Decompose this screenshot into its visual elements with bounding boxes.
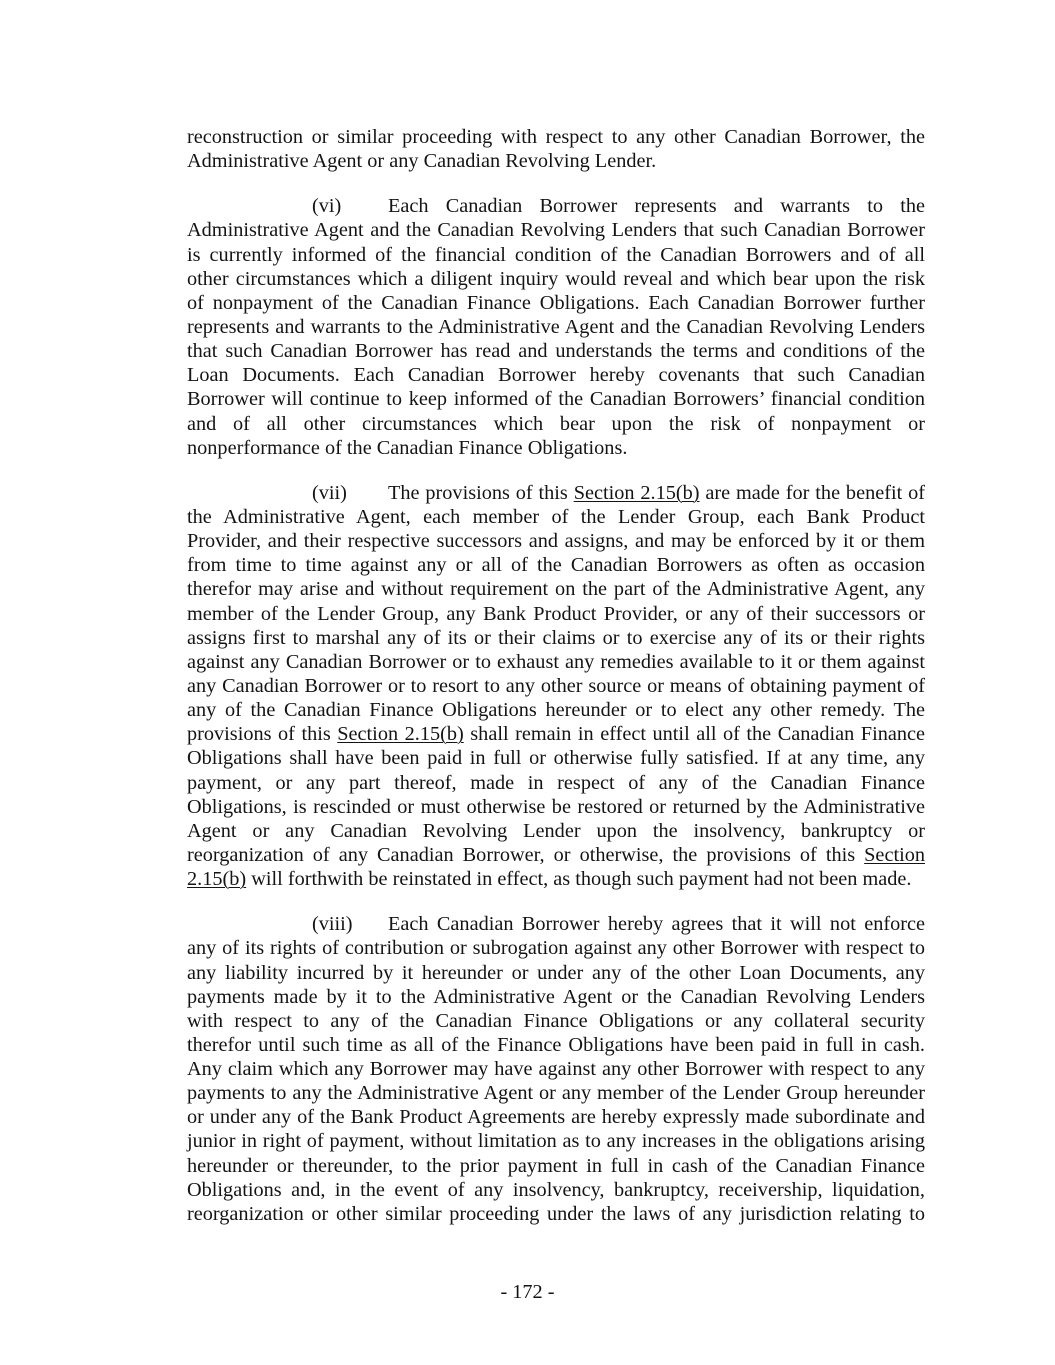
line-text: Obligations shall have been paid in full or otherwise fully satisfied. If at any time, any — [187, 747, 925, 770]
text-line — [187, 481, 925, 505]
text-line — [187, 1009, 925, 1033]
line-text: any of its rights of contribution or subrogation against any other Borrower with respect to — [187, 937, 925, 960]
line-text: Obligations and, in the event of any insolvency, bankruptcy, receivership, liquidation, — [187, 1178, 925, 1201]
page-number: - 172 - — [500, 1281, 555, 1303]
line-text: any of the Canadian Finance Obligations hereunder or to elect any other remedy. The — [187, 699, 925, 722]
text-line — [187, 1202, 925, 1226]
text-line — [187, 626, 925, 650]
text-line — [187, 315, 925, 339]
text-line — [187, 722, 925, 746]
text-line — [187, 985, 925, 1009]
text-line — [187, 1105, 925, 1129]
text-line — [187, 819, 925, 843]
line-text: that such Canadian Borrower has read and understands the terms and conditions of the — [187, 340, 925, 363]
text-line — [187, 505, 925, 529]
text-line — [187, 1154, 925, 1178]
line-text: with respect to any of the Canadian Finance Obligations or any collateral security — [187, 1009, 925, 1032]
text-line — [187, 795, 925, 819]
text-line — [187, 529, 925, 553]
line-text: Any claim which any Borrower may have against any other Borrower with respect to any — [187, 1058, 925, 1081]
line-text: or under any of the Bank Product Agreements are hereby expressly made subordinate and — [187, 1106, 925, 1129]
text-line — [187, 243, 925, 267]
text-line — [187, 698, 925, 722]
text-line — [187, 363, 925, 387]
text-line — [187, 387, 925, 411]
text-line — [187, 149, 925, 173]
section-reference: Section — [864, 843, 925, 866]
line-text: Administrative Agent and the Canadian Revolving Lenders that such Canadian Borrower — [187, 219, 925, 242]
line-text: represents and warrants to the Administrative Agent and the Canadian Revolving Lenders — [187, 315, 925, 338]
line-text: reorganization or other similar proceeding under the laws of any jurisdiction relating to — [187, 1202, 925, 1225]
line-text: therefor may arise and without requirement on the part of the Administrative Agent, any — [187, 578, 925, 601]
text-line — [187, 436, 925, 460]
line-text: hereunder or thereunder, to the prior payment in full in cash of the Canadian Finance — [187, 1154, 925, 1177]
line-text: shall remain in effect until all of the Canadian Finance — [463, 723, 926, 746]
text-line — [187, 1129, 925, 1153]
line-text: reconstruction or similar proceeding with respect to any other Canadian Borrower, the — [187, 126, 925, 148]
text-line — [187, 912, 925, 936]
line-text: Each Canadian Borrower represents and warrants to the — [388, 195, 925, 218]
line-text: payment, or any part thereof, made in respect of any of the Canadian Finance — [187, 771, 925, 794]
line-text: therefor until such time as all of the Finance Obligations have been paid in full in cash. — [187, 1033, 925, 1056]
line-text: other circumstances which a diligent inquiry would reveal and which bear upon the risk — [187, 267, 925, 290]
line-text: Provider, and their respective successors and assigns, and may be enforced by it or them — [187, 530, 925, 553]
text-line — [187, 553, 925, 577]
text-line — [187, 1033, 925, 1057]
paragraph-label: (vi) — [312, 195, 342, 218]
numbered-paragraph — [187, 481, 925, 891]
numbered-paragraph — [187, 194, 925, 460]
line-text: the Administrative Agent, each member of the Lender Group, each Bank Product — [187, 505, 925, 528]
text-line — [187, 650, 925, 674]
text-line — [187, 1057, 925, 1081]
line-text: nonperformance of the Canadian Finance Obligations. — [187, 436, 628, 459]
paragraph-label: (viii) — [312, 913, 353, 936]
line-text: member of the Lender Group, any Bank Product Provider, or any of their successors or — [187, 602, 925, 625]
text-line — [187, 867, 925, 891]
line-text: Administrative Agent or any Canadian Revolving Lender. — [187, 150, 657, 173]
text-line — [187, 1178, 925, 1202]
line-text: any Canadian Borrower or to resort to any other source or means of obtaining payment of — [187, 674, 925, 697]
line-text: of nonpayment of the Canadian Finance Obligations. Each Canadian Borrower further — [187, 291, 925, 314]
numbered-paragraph — [187, 912, 925, 1226]
line-text: Obligations, is rescinded or must otherwise be restored or returned by the Administrative — [187, 795, 925, 818]
text-line — [187, 674, 925, 698]
section-reference: 2.15(b) — [187, 868, 247, 891]
line-text: will forthwith be reinstated in effect, as though such payment had not been made. — [246, 868, 912, 891]
text-line — [187, 218, 925, 242]
line-text: assigns first to marshal any of its or their claims or to exercise any of its or their rights — [187, 626, 925, 649]
text-line — [187, 194, 925, 218]
body-text — [187, 125, 925, 1247]
text-line — [187, 267, 925, 291]
line-text: from time to time against any or all of the Canadian Borrowers as often as occasion — [187, 554, 925, 577]
line-text: payments made by it to the Administrative Agent or the Canadian Revolving Lenders — [187, 985, 925, 1008]
line-text: payments to any the Administrative Agent or any member of the Lender Group hereunder — [187, 1082, 925, 1105]
text-line — [187, 412, 925, 436]
line-text: Each Canadian Borrower hereby agrees that it will not enforce — [388, 913, 925, 936]
text-line — [187, 961, 925, 985]
text-line — [187, 602, 925, 626]
text-line — [187, 125, 925, 149]
text-line — [187, 339, 925, 363]
line-text: provisions of this — [187, 723, 338, 746]
line-text: The provisions of this — [388, 481, 574, 504]
line-text: Agent or any Canadian Revolving Lender upon the insolvency, bankruptcy or — [187, 819, 925, 842]
text-line — [187, 771, 925, 795]
line-text: any liability incurred by it hereunder or under any of the other Loan Documents, any — [187, 961, 925, 984]
line-text: against any Canadian Borrower or to exhaust any remedies available to it or them against — [187, 650, 925, 673]
text-line — [187, 1081, 925, 1105]
line-text: and of all other circumstances which bear upon the risk of nonpayment or — [187, 412, 925, 435]
line-text: junior in right of payment, without limitation as to any increases in the obligations arising — [187, 1130, 925, 1153]
section-reference: Section 2.15(b) — [573, 481, 700, 504]
text-line — [187, 577, 925, 601]
text-line — [187, 843, 925, 867]
line-text: Loan Documents. Each Canadian Borrower hereby covenants that such Canadian — [187, 364, 925, 387]
line-text: Borrower will continue to keep informed of the Canadian Borrowers’ financial condition — [187, 388, 925, 411]
section-reference: Section 2.15(b) — [337, 723, 464, 746]
text-line — [187, 746, 925, 770]
line-text: is currently informed of the financial condition of the Canadian Borrowers and of all — [187, 243, 925, 266]
text-line — [187, 291, 925, 315]
text-line — [187, 936, 925, 960]
line-text: reorganization of any Canadian Borrower, or otherwise, the provisions of this — [187, 843, 865, 866]
paragraph-label: (vii) — [312, 481, 347, 504]
line-text: are made for the benefit of — [699, 481, 925, 504]
continued-paragraph — [187, 125, 925, 173]
